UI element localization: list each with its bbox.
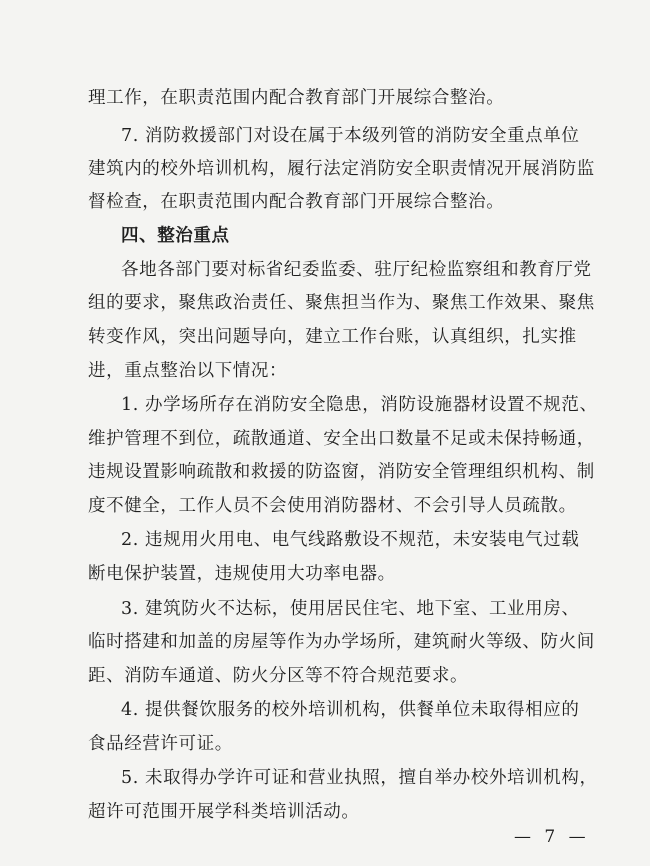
page-number: — 7 — bbox=[514, 827, 590, 847]
section-heading: 四、整治重点 bbox=[121, 226, 230, 246]
text-line: 理工作，在职责范围内配合教育部门开展综合整治。 bbox=[88, 88, 505, 108]
text-line: 4. 提供餐饮服务的校外培训机构，供餐单位未取得相应的 bbox=[121, 700, 580, 720]
text-line: 建筑内的校外培训机构，履行法定消防安全职责情况开展消防监 bbox=[88, 159, 595, 179]
text-line: 组的要求，聚焦政治责任、聚焦担当作为、聚焦工作效果、聚焦 bbox=[88, 293, 595, 313]
text-line: 2. 违规用火用电、电气线路敷设不规范，未安装电气过载 bbox=[121, 530, 580, 550]
text-line: 5. 未取得办学许可证和营业执照，擅自举办校外培训机构， bbox=[121, 768, 598, 788]
text-line: 7. 消防救援部门对设在属于本级列管的消防安全重点单位 bbox=[121, 126, 580, 146]
text-line: 督检查，在职责范围内配合教育部门开展综合整治。 bbox=[88, 192, 505, 212]
text-line: 1. 办学场所存在消防安全隐患，消防设施器材设置不规范、 bbox=[121, 395, 598, 415]
text-line: 3. 建筑防火不达标，使用居民住宅、地下室、工业用房、 bbox=[121, 599, 580, 619]
text-line: 度不健全，工作人员不会使用消防器材、不会引导人员疏散。 bbox=[88, 496, 577, 516]
text-line: 违规设置影响疏散和救援的防盗窗，消防安全管理组织机构、制 bbox=[88, 462, 595, 482]
text-line: 断电保护装置，违规使用大功率电器。 bbox=[88, 564, 396, 584]
text-line: 维护管理不到位，疏散通道、安全出口数量不足或未保持畅通， bbox=[88, 429, 595, 449]
text-line: 各地各部门要对标省纪委监委、驻厅纪检监察组和教育厅党 bbox=[121, 260, 592, 280]
text-line: 转变作风，突出问题导向，建立工作台账，认真组织，扎实推 bbox=[88, 327, 577, 347]
text-line: 进，重点整治以下情况： bbox=[88, 361, 288, 381]
text-line: 距、消防车通道、防火分区等不符合规范要求。 bbox=[88, 666, 469, 686]
text-line: 食品经营许可证。 bbox=[88, 734, 233, 754]
text-line: 临时搭建和加盖的房屋等作为办学场所，建筑耐火等级、防火间 bbox=[88, 632, 595, 652]
text-line: 超许可范围开展学科类培训活动。 bbox=[88, 802, 360, 822]
